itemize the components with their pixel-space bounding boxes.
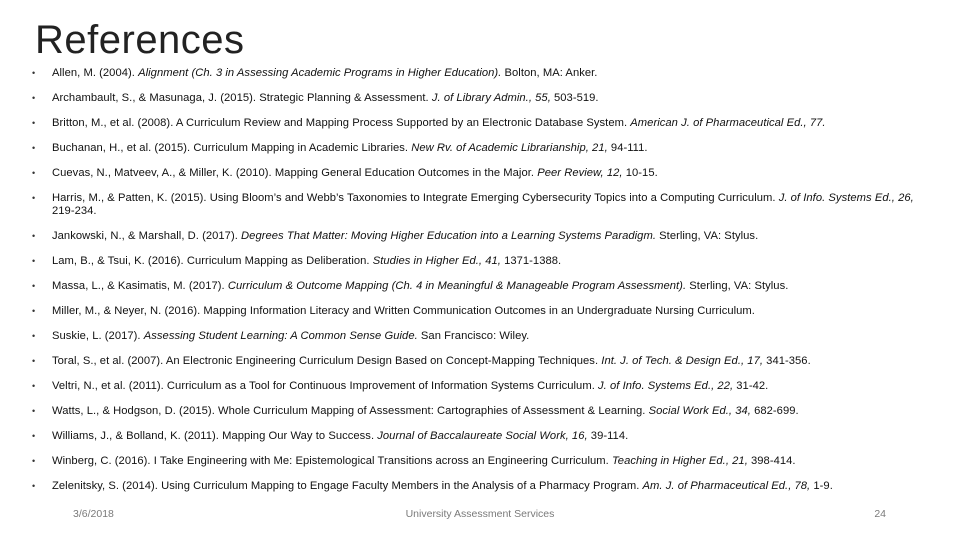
- reference-text: Britton, M., et al. (2008). A Curriculum Review and Mapping Process Supported by an Electronic Database System.: [52, 117, 631, 129]
- reference-item: [30, 430, 935, 443]
- reference-text: Zelenitsky, S. (2014). Using Curriculum Mapping to Engage Faculty Members in the Analysis of a Pharmacy Program.: [52, 480, 643, 492]
- bullet-icon: •: [32, 381, 36, 391]
- reference-text: Suskie, L. (2017).: [52, 330, 144, 342]
- bullet-icon: •: [32, 68, 36, 78]
- reference-item: [30, 92, 935, 105]
- reference-pages: 341-356.: [763, 355, 811, 367]
- reference-text: Harris, M., & Patten, K. (2015). Using Bloom’s and Webb’s Taxonomies to Integrate Emerging Cybersecurity Topics into a Computing Curriculum.: [52, 192, 779, 204]
- bullet-icon: •: [32, 193, 36, 203]
- bullet-icon: •: [32, 481, 36, 491]
- bullet-icon: •: [32, 168, 36, 178]
- reference-pages: San Francisco: Wiley.: [417, 330, 530, 342]
- reference-pages: Bolton, MA: Anker.: [501, 67, 598, 79]
- reference-pages: 682-699.: [750, 405, 799, 417]
- reference-item: [30, 480, 935, 493]
- bullet-icon: •: [32, 306, 36, 316]
- reference-source: Alignment (Ch. 3 in Assessing Academic Programs in Higher Education).: [138, 67, 502, 79]
- reference-text: Lam, B., & Tsui, K. (2016). Curriculum Mapping as Deliberation.: [52, 255, 373, 267]
- reference-source: Degrees That Matter: Moving Higher Education into a Learning Systems Paradigm.: [241, 230, 656, 242]
- reference-text: Buchanan, H., et al. (2015). Curriculum Mapping in Academic Libraries.: [52, 142, 412, 154]
- reference-text: Jankowski, N., & Marshall, D. (2017).: [52, 230, 242, 242]
- reference-source: Teaching in Higher Ed., 21,: [611, 455, 748, 467]
- reference-text: Miller, M., & Neyer, N. (2016). Mapping Information Literacy and Written Communication Outcomes in an Undergraduate Nursing Curriculum.: [52, 305, 755, 317]
- reference-source: Peer Review, 12,: [537, 167, 623, 179]
- reference-source: Social Work Ed., 34,: [648, 405, 751, 417]
- reference-item: [30, 117, 935, 130]
- page-title: References: [35, 18, 245, 62]
- reference-list: [30, 67, 935, 505]
- reference-source: American J. of Pharmaceutical Ed., 77.: [630, 117, 826, 129]
- reference-item: [30, 167, 935, 180]
- reference-pages: 94-111.: [607, 142, 648, 154]
- reference-source: Int. J. of Tech. & Design Ed., 17,: [601, 355, 764, 367]
- reference-text: Toral, S., et al. (2007). An Electronic Engineering Curriculum Design Based on Concept-Mapping Techniques.: [52, 355, 602, 367]
- reference-text: Allen, M. (2004).: [52, 67, 139, 79]
- reference-source: New Rv. of Academic Librarianship, 21,: [411, 142, 608, 154]
- reference-text: Cuevas, N., Matveev, A., & Miller, K. (2010). Mapping General Education Outcomes in the Major.: [52, 167, 538, 179]
- reference-item: [30, 280, 935, 293]
- reference-text: Winberg, C. (2016). I Take Engineering with Me: Epistemological Transitions across an Engineering Curriculum.: [52, 455, 612, 467]
- reference-source: Curriculum & Outcome Mapping (Ch. 4 in Meaningful & Manageable Program Assessment).: [227, 280, 687, 292]
- bullet-icon: •: [32, 406, 36, 416]
- bullet-icon: •: [32, 281, 36, 291]
- reference-item: [30, 405, 935, 418]
- reference-pages: 503-519.: [550, 92, 599, 104]
- reference-text: Watts, L., & Hodgson, D. (2015). Whole Curriculum Mapping of Assessment: Cartographies of Assessment & Learning.: [52, 405, 649, 417]
- reference-item: [30, 455, 935, 468]
- reference-item: [30, 230, 935, 243]
- bullet-icon: •: [32, 118, 36, 128]
- page-number: 24: [874, 508, 886, 520]
- bullet-icon: •: [32, 331, 36, 341]
- reference-item: [30, 355, 935, 368]
- reference-item: [30, 305, 935, 318]
- reference-source: Studies in Higher Ed., 41,: [372, 255, 501, 267]
- reference-text: Williams, J., & Bolland, K. (2011). Mapping Our Way to Success.: [52, 430, 378, 442]
- reference-pages: 1371-1388.: [500, 255, 562, 267]
- reference-text: Archambault, S., & Masunaga, J. (2015). Strategic Planning & Assessment.: [52, 92, 432, 104]
- footer-organization: University Assessment Services: [405, 508, 555, 520]
- reference-pages: Sterling, VA: Stylus.: [686, 280, 789, 292]
- reference-pages: 39-114.: [587, 430, 629, 442]
- reference-pages: 1-9.: [810, 480, 833, 492]
- reference-source: J. of Info. Systems Ed., 22,: [598, 380, 734, 392]
- reference-text: Veltri, N., et al. (2011). Curriculum as a Tool for Continuous Improvement of Information Systems Curriculum.: [52, 380, 599, 392]
- reference-pages: 10-15.: [622, 167, 658, 179]
- reference-item: [30, 380, 935, 393]
- reference-pages: 398-414.: [747, 455, 796, 467]
- reference-text: Massa, L., & Kasimatis, M. (2017).: [52, 280, 228, 292]
- reference-pages: Sterling, VA: Stylus.: [655, 230, 759, 242]
- bullet-icon: •: [32, 231, 36, 241]
- reference-item: [30, 67, 935, 80]
- footer-date: 3/6/2018: [73, 508, 114, 520]
- reference-item: [30, 192, 935, 218]
- reference-item: [30, 255, 935, 268]
- reference-source: J. of Info. Systems Ed., 26,: [778, 192, 914, 204]
- reference-source: Assessing Student Learning: A Common Sense Guide.: [143, 330, 418, 342]
- bullet-icon: •: [32, 93, 36, 103]
- reference-source: J. of Library Admin., 55,: [431, 92, 551, 104]
- bullet-icon: •: [32, 456, 36, 466]
- bullet-icon: •: [32, 356, 36, 366]
- reference-item: [30, 142, 935, 155]
- reference-pages: 219-234.: [52, 205, 97, 217]
- bullet-icon: •: [32, 143, 36, 153]
- reference-source: Journal of Baccalaureate Social Work, 16,: [377, 430, 588, 442]
- bullet-icon: •: [32, 431, 36, 441]
- reference-pages: 31-42.: [733, 380, 769, 392]
- bullet-icon: •: [32, 256, 36, 266]
- reference-item: [30, 330, 935, 343]
- reference-source: Am. J. of Pharmaceutical Ed., 78,: [642, 480, 811, 492]
